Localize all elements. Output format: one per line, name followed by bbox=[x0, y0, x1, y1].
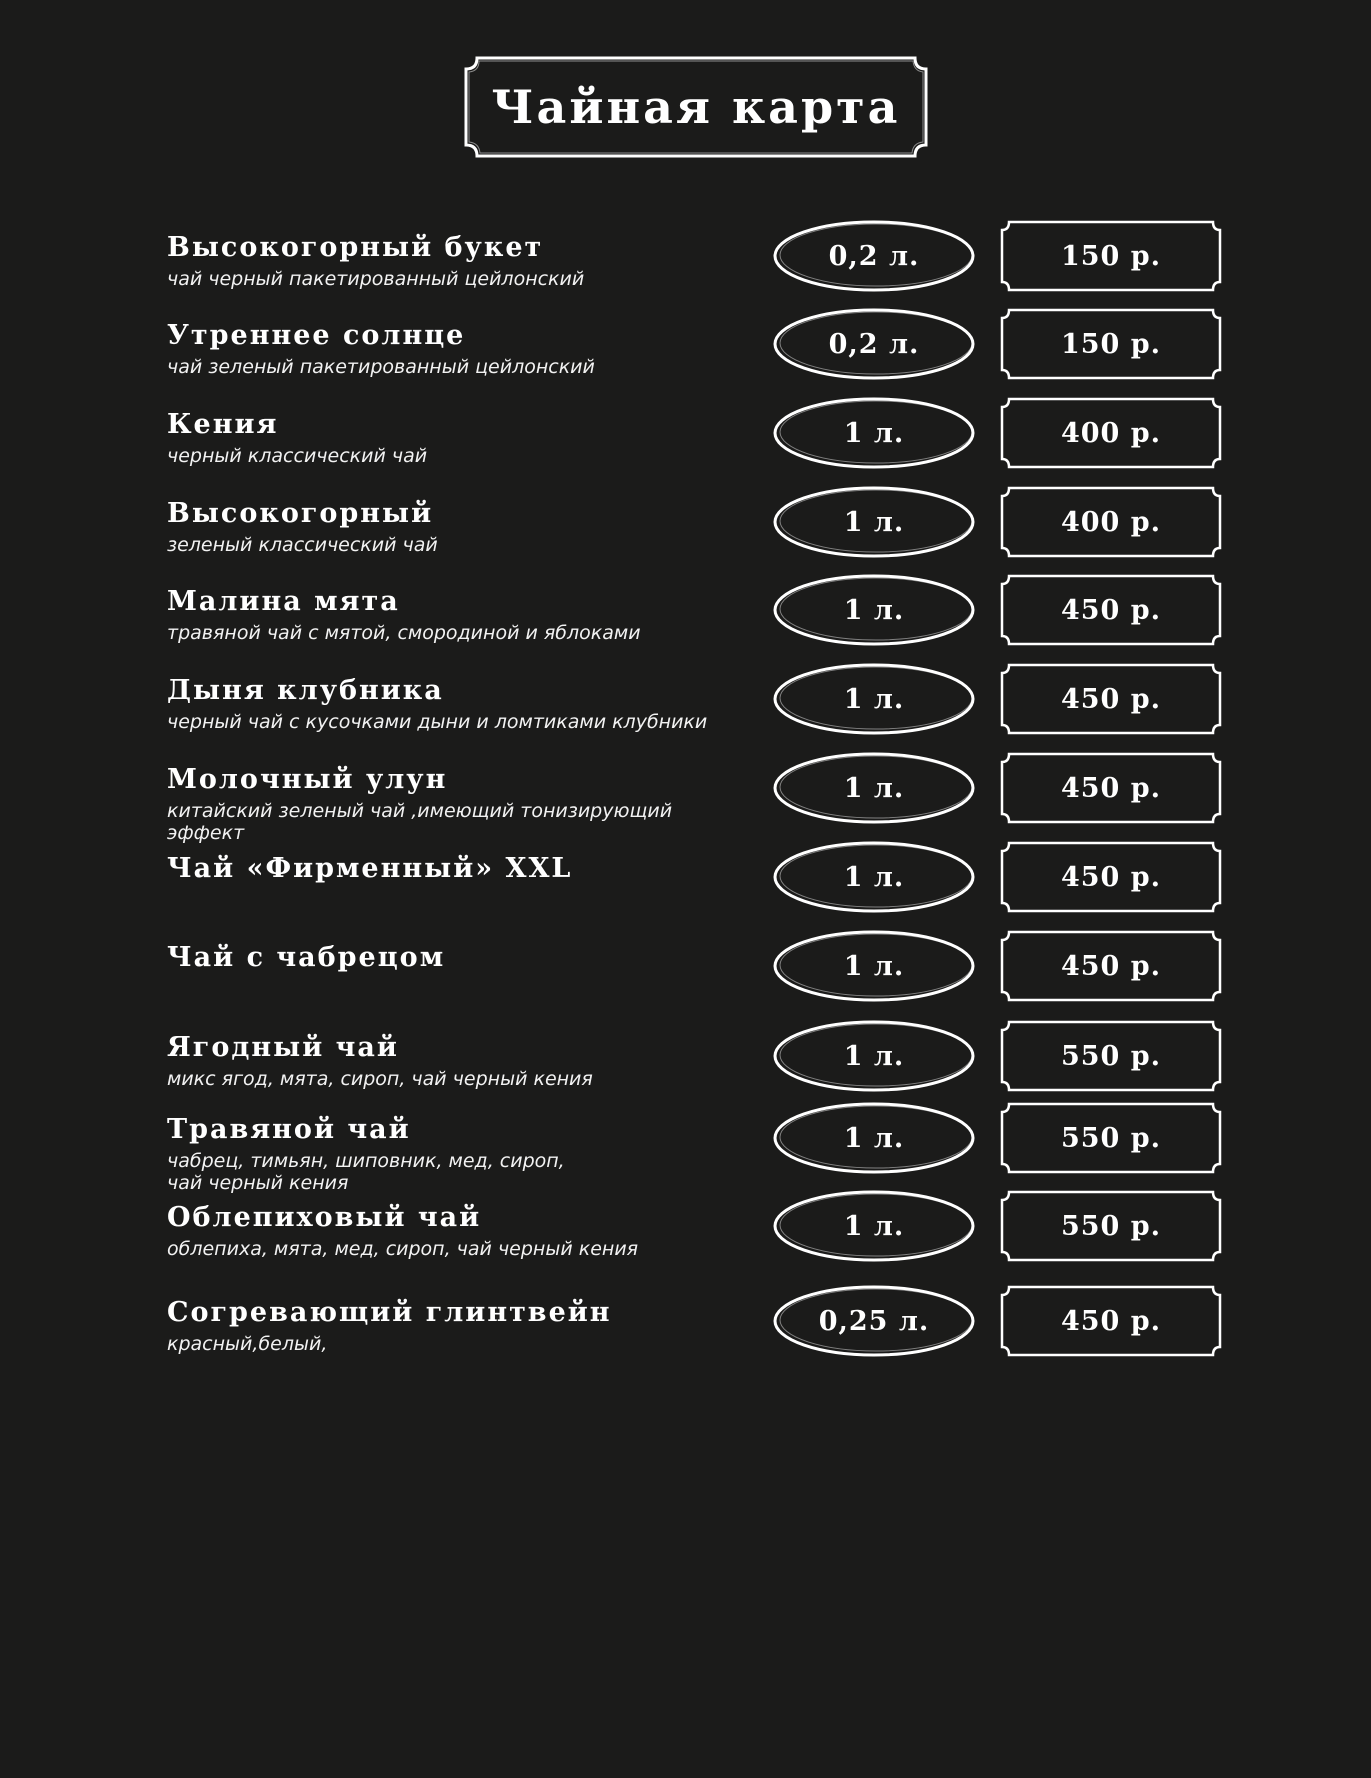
price-badge bbox=[999, 485, 1223, 559]
item-description: чай зеленый пакетированный цейлонский bbox=[167, 356, 595, 378]
price-badge bbox=[999, 219, 1223, 293]
item-name: Облепиховый чай bbox=[167, 1202, 482, 1233]
price-badge bbox=[999, 840, 1223, 914]
item-description: чай черный пакетированный цейлонский bbox=[167, 268, 585, 290]
title-frame bbox=[463, 55, 929, 159]
item-description: микс ягод, мята, сироп, чай черный кения bbox=[167, 1068, 593, 1090]
volume-label: 1 л. bbox=[843, 772, 905, 804]
item-name: Травяной чай bbox=[167, 1114, 411, 1145]
price-badge bbox=[999, 573, 1223, 647]
price-label: 400 р. bbox=[1060, 417, 1162, 449]
menu-item bbox=[0, 484, 1371, 564]
page-title: Чайная карта bbox=[491, 80, 901, 134]
volume-badge bbox=[770, 1283, 978, 1359]
volume-badge bbox=[770, 750, 978, 826]
item-name: Высокогорный bbox=[167, 498, 434, 529]
volume-badge bbox=[770, 306, 978, 382]
item-name: Чай «Фирменный» XXL bbox=[167, 853, 573, 884]
menu-item bbox=[0, 1188, 1371, 1268]
item-description: облепиха, мята, мед, сироп, чай черный кения bbox=[167, 1238, 639, 1260]
volume-label: 1 л. bbox=[843, 417, 905, 449]
volume-badge bbox=[770, 218, 978, 294]
item-description: китайский зеленый чай ,имеющий тонизирующий эффект bbox=[167, 800, 673, 844]
volume-label: 0,2 л. bbox=[828, 328, 920, 360]
volume-badge bbox=[770, 1018, 978, 1094]
volume-badge bbox=[770, 661, 978, 737]
price-badge bbox=[999, 396, 1223, 470]
item-name: Согревающий глинтвейн bbox=[167, 1297, 612, 1328]
menu-item bbox=[0, 750, 1371, 844]
item-name: Ягодный чай bbox=[167, 1032, 399, 1063]
menu-item bbox=[0, 306, 1371, 386]
price-badge bbox=[999, 662, 1223, 736]
volume-label: 0,2 л. bbox=[828, 240, 920, 272]
volume-badge bbox=[770, 484, 978, 560]
price-badge bbox=[999, 1101, 1223, 1175]
volume-label: 1 л. bbox=[843, 1040, 905, 1072]
price-label: 450 р. bbox=[1060, 1305, 1162, 1337]
price-label: 450 р. bbox=[1060, 950, 1162, 982]
price-badge bbox=[999, 929, 1223, 1003]
menu-item bbox=[0, 661, 1371, 741]
menu-item bbox=[0, 218, 1371, 298]
volume-label: 1 л. bbox=[843, 683, 905, 715]
price-label: 550 р. bbox=[1060, 1122, 1162, 1154]
volume-label: 1 л. bbox=[843, 594, 905, 626]
volume-label: 1 л. bbox=[843, 506, 905, 538]
item-name: Высокогорный букет bbox=[167, 232, 544, 263]
volume-badge bbox=[770, 1188, 978, 1264]
menu-item bbox=[0, 395, 1371, 475]
price-badge bbox=[999, 1019, 1223, 1093]
price-label: 450 р. bbox=[1060, 594, 1162, 626]
item-name: Малина мята bbox=[167, 586, 400, 617]
volume-badge bbox=[770, 839, 978, 915]
item-description: чабрец, тимьян, шиповник, мед, сироп, чай черный кения bbox=[167, 1150, 565, 1194]
volume-badge bbox=[770, 1100, 978, 1176]
item-name: Утреннее солнце bbox=[167, 320, 466, 351]
volume-label: 1 л. bbox=[843, 1122, 905, 1154]
item-description: черный классический чай bbox=[167, 445, 428, 467]
price-label: 550 р. bbox=[1060, 1040, 1162, 1072]
item-description: красный,белый, bbox=[167, 1333, 328, 1355]
menu-item bbox=[0, 572, 1371, 652]
item-description: травяной чай с мятой, смородиной и яблоками bbox=[167, 622, 641, 644]
volume-badge bbox=[770, 572, 978, 648]
price-label: 450 р. bbox=[1060, 861, 1162, 893]
menu-item bbox=[0, 928, 1371, 1008]
item-name: Молочный улун bbox=[167, 764, 448, 795]
item-name: Дыня клубника bbox=[167, 675, 444, 706]
price-badge bbox=[999, 307, 1223, 381]
volume-label: 1 л. bbox=[843, 861, 905, 893]
volume-badge bbox=[770, 928, 978, 1004]
menu-item bbox=[0, 1100, 1371, 1194]
volume-label: 1 л. bbox=[843, 950, 905, 982]
item-name: Чай с чабрецом bbox=[167, 942, 446, 973]
menu-item bbox=[0, 1018, 1371, 1098]
item-name: Кения bbox=[167, 409, 279, 440]
price-label: 150 р. bbox=[1060, 328, 1162, 360]
price-badge bbox=[999, 751, 1223, 825]
price-label: 150 р. bbox=[1060, 240, 1162, 272]
item-description: зеленый классический чай bbox=[167, 534, 438, 556]
price-label: 450 р. bbox=[1060, 772, 1162, 804]
volume-label: 0,25 л. bbox=[818, 1305, 930, 1337]
price-badge bbox=[999, 1189, 1223, 1263]
menu-item bbox=[0, 1283, 1371, 1363]
price-label: 450 р. bbox=[1060, 683, 1162, 715]
price-label: 400 р. bbox=[1060, 506, 1162, 538]
price-label: 550 р. bbox=[1060, 1210, 1162, 1242]
volume-badge bbox=[770, 395, 978, 471]
item-description: черный чай с кусочками дыни и ломтиками клубники bbox=[167, 711, 708, 733]
volume-label: 1 л. bbox=[843, 1210, 905, 1242]
price-badge bbox=[999, 1284, 1223, 1358]
menu-item bbox=[0, 839, 1371, 919]
